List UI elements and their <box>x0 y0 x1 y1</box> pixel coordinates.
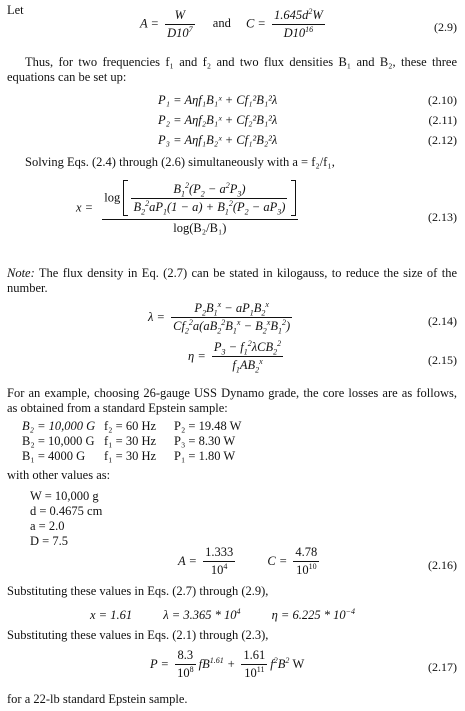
equation-2-11: P₂ = Aηf₂B₁ˣ + Cf₂²B₁²λ <box>158 113 278 127</box>
table-cell-b: B₂ = 10,000 G <box>22 419 96 433</box>
eq-eta-lhs: η = <box>188 349 206 363</box>
result-lambda: $\lambda = 3.365 * 10^4$ <box>163 606 241 622</box>
eq-number-2-9: (2.9) <box>434 20 457 34</box>
equation-2-17: P = $\frac{8.3}{10^8}$ $fB^{1.61}$ + $\frac{1.61}{10^{11}}$ $f^2B^2$ W <box>150 648 305 680</box>
paragraph-frequencies: Thus, for two frequencies f₁ and f₂ and two flux densities B₁ and B₂, these three equations can be set up: <box>7 55 457 84</box>
core-loss-table <box>22 419 241 464</box>
result-x: x = 1.61 <box>90 608 133 622</box>
eq-2-17-n1: 8.3 <box>175 648 196 665</box>
table-row <box>22 419 241 434</box>
paragraph-solving: Solving Eqs. (2.4) through (2.6) simultaneously with a = f₂/f₁, <box>25 155 335 169</box>
table-cell-p: P₁ = 1.80 W <box>174 449 236 463</box>
eq-number-2-17: (2.17) <box>428 660 457 674</box>
paragraph-substituting-2: Substituting these values in Eqs. (2.1) through (2.3), <box>7 628 269 642</box>
result-lambda-text: λ = 3.365 * 10 <box>163 608 237 622</box>
eq-2-13-denominator: log(B₂/B₁) <box>173 221 227 235</box>
eq-C-lhs: C = <box>245 16 266 31</box>
table-cell-b: B₁ = 4000 G <box>22 449 86 463</box>
eq-log: log <box>104 190 121 205</box>
equation-2-10: P₁ = Aηf₁B₁ˣ + Cf₁²B₁²λ <box>158 93 278 107</box>
values-list <box>30 489 102 549</box>
eq-2-17-n2: 1.61 <box>241 648 267 665</box>
eq-C-num: 1.645d <box>273 8 309 22</box>
eq-C-2-16: C = <box>267 554 288 568</box>
eq-number-2-12: (2.12) <box>428 133 457 147</box>
eq-number-2-11: (2.11) <box>428 113 457 127</box>
eq-number-2-10: (2.10) <box>428 93 457 107</box>
with-other-values: with other values as: <box>7 468 111 482</box>
list-item: W = 10,000 g <box>30 489 99 503</box>
eq-A-num: 1.333 <box>203 545 235 562</box>
eq-P-lhs: P = <box>150 657 169 671</box>
table-cell-f: f₁ = 30 Hz <box>104 434 157 448</box>
list-item: D = 7.5 <box>30 534 68 548</box>
result-eta: $\eta = 6.225 * 10^{-4}$ <box>271 606 356 622</box>
equation-2-15: η = $\frac{P_3 - f_1^2\lambda CB_2^2}{f_1AB_2^x}$ <box>188 338 282 375</box>
equation-2-12: P₃ = Aηf₁B₂ˣ + Cf₁²B₂²λ <box>158 133 278 147</box>
eq-W: W <box>165 8 195 25</box>
eq-x-lhs: x = <box>76 200 94 215</box>
table-cell-f: f₁ = 30 Hz <box>104 449 157 463</box>
let-text: Let <box>7 3 24 17</box>
eq-number-2-13: (2.13) <box>428 210 457 224</box>
note-text: The flux density in Eq. (2.7) can be stated in kilogauss, to reduce the size of the number. <box>7 266 457 295</box>
eq-C-num-W: W <box>312 8 323 22</box>
eq-A-2-16: A = <box>178 554 197 568</box>
table-row <box>22 449 241 464</box>
eq-number-2-14: (2.14) <box>428 314 457 328</box>
equation-2-14: λ = $\frac{P_2B_1^x - aP_1B_2^x}{Cf_2^2a(aB_2^2B_1^x - B_2^xB_1^2)}$ <box>148 299 291 336</box>
table-cell-b: B₂ = 10,000 G <box>22 434 95 448</box>
eq-2-17-d2: 10 <box>244 666 257 680</box>
paragraph-substituting-1: Substituting these values in Eqs. (2.7) through (2.9), <box>7 584 269 598</box>
eq-lambda-lhs: λ = <box>148 310 165 324</box>
table-cell-f: f₂ = 60 Hz <box>104 419 157 433</box>
table-cell-p: P₃ = 8.30 W <box>174 434 236 448</box>
paragraph-example: For an example, choosing 26-gauge USS Dynamo grade, the core losses are as follows, as obtained from a standard Epstein sample: <box>7 386 457 415</box>
note-label: Note: <box>7 266 35 280</box>
eq-A-lhs: A = <box>140 16 159 31</box>
eq-D10: D10 <box>167 26 189 40</box>
equation-2-13: x = log $\frac{B_1^2(P_2 - a^2P_3)}{B_2^2aP_1(1 - a) + B_1^2(P_2 - aP_3)}$ log(B₂/B₁) <box>76 180 301 236</box>
eq-C-num: 4.78 <box>293 545 319 562</box>
eq-2-17-d1: 10 <box>177 666 190 680</box>
list-item: d = 0.4675 cm <box>30 504 103 518</box>
eq-A-den: 10 <box>210 563 224 577</box>
result-eta-text: η = 6.225 * 10 <box>271 608 346 622</box>
results-line <box>90 608 355 623</box>
table-cell-p: P₂ = 19.48 W <box>174 419 242 433</box>
eq-C-den: D10 <box>283 26 306 40</box>
eq-C-den: 10 <box>296 563 309 577</box>
eq-number-2-16: (2.16) <box>428 558 457 572</box>
eq-and: and <box>212 16 231 31</box>
eq-number-2-15: (2.15) <box>428 353 457 367</box>
equation-2-16: A = $\frac{1.333}{10^4}$ C = $\frac{4.78}{10^{10}}$ <box>178 545 318 577</box>
note-paragraph <box>7 266 457 296</box>
equation-2-9: A = $\frac{W}{D10^7}$ and C = $\frac{1.645d^2W}{D10^{16}}$ <box>140 6 323 40</box>
list-item: a = 2.0 <box>30 519 65 533</box>
table-row <box>22 434 241 449</box>
closing-text: for a 22-lb standard Epstein sample. <box>7 692 188 706</box>
